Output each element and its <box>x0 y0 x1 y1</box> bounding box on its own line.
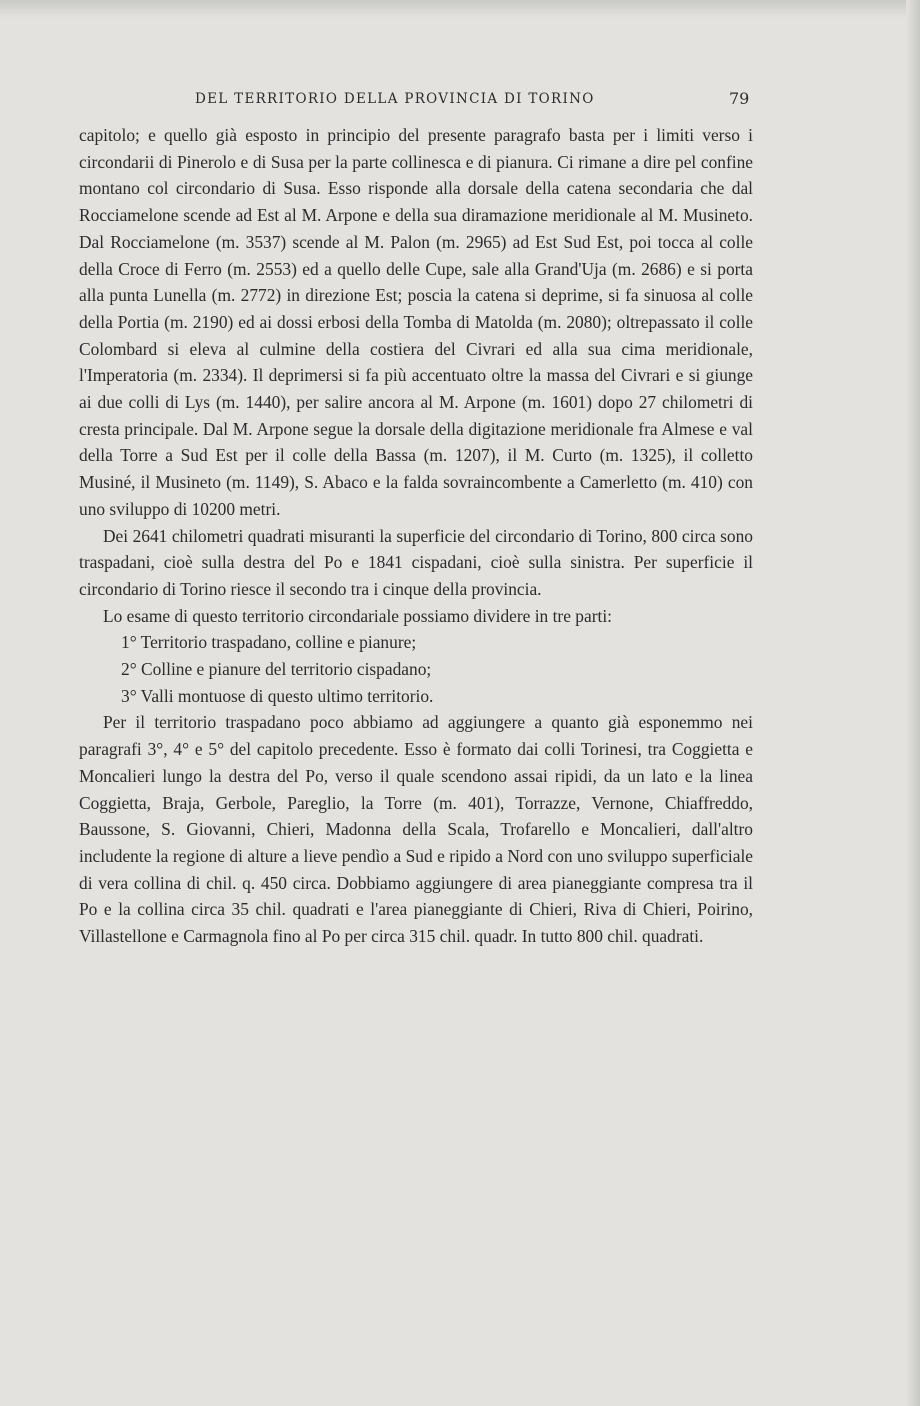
body-text <box>79 122 753 950</box>
list-item-3: 3° Valli montuose di questo ultimo territorio. <box>121 685 434 706</box>
running-head <box>0 91 920 113</box>
paragraph-3: Lo esame di questo territorio circondariale possiamo dividere in tre parti: <box>103 605 612 626</box>
list-item-2: 2° Colline e pianure del territorio cispadano; <box>121 659 432 680</box>
list-item-1: 1° Territorio traspadano, colline e pianure; <box>121 632 417 653</box>
paragraph-4: Per il territorio traspadano poco abbiamo ad aggiungere a quanto già esponemmo nei paragrafi 3°, 4° e 5° del capitolo precedente. Esso è formato dai colli Torinesi, tra Coggietta e Moncalieri lungo la destra del Po, verso il quale scendono assai ripidi, da un lato e la linea Coggietta, Braja, Gerbole, Pareglio, la Torre (m. 401), Torrazze, Vernone, Chiaffreddo, Baussone, S. Giovanni, Chieri, Madonna della Scala, Trofarello e Moncalieri, dall'altro includente la regione di alture a lieve pendìo a Sud e ripido a Nord con uno sviluppo superficiale di vera collina di chil. q. 450 circa. Dobbiamo aggiungere di area pianeggiante compresa tra il Po e la collina circa 35 chil. quadrati e l'area pianeggiante di Chieri, Riva di Chieri, Poirino, Villastellone e Carmagnola fino al Po per circa 315 chil. quadr. In tutto 800 chil. quadrati. <box>79 712 753 947</box>
page-number: 79 <box>729 89 750 108</box>
scan-edge-right <box>906 0 920 1406</box>
paragraph-2: Dei 2641 chilometri quadrati misuranti la superficie del circondario di Torino, 800 circa sono traspadani, cioè sulla destra del Po e 1841 cispadani, cioè sulla sinistra. Per superficie il circondario di Torino riesce il secondo tra i cinque della provincia. <box>79 525 753 599</box>
running-title: DEL TERRITORIO DELLA PROVINCIA DI TORINO <box>195 91 595 107</box>
scan-edge-top <box>0 0 920 18</box>
paragraph-1: capitolo; e quello già esposto in principio del presente paragrafo basta per i limiti verso i circondarii di Pinerolo e di Susa per la parte collinesca e di pianura. Ci rimane a dire pel confine montano col circondario di Susa. Esso risponde alla dorsale della catena secondaria che dal Rocciamelone scende ad Est al M. Arpone e della sua diramazione meridionale al M. Musineto. Dal Rocciamelone (m. 3537) scende al M. Palon (m. 2965) ad Est Sud Est, poi tocca al colle della Croce di Ferro (m. 2553) ed a quello delle Cupe, sale alla Grand'Uja (m. 2686) e si porta alla punta Lunella (m. 2772) in direzione Est; poscia la catena si deprime, si fa sinuosa al colle della Portia (m. 2190) ed ai dossi erbosi della Tomba di Matolda (m. 2080); oltrepassato il colle Colombard si eleva al culmine della costiera del Civrari ed alla sua cima meridionale, l'Imperatoria (m. 2334). Il deprimersi si fa più accentuato oltre la massa del Civrari e si giunge ai due colli di Lys (m. 1440), per salire ancora al M. Arpone (m. 1601) dopo 27 chilometri di cresta principale. Dal M. Arpone segue la dorsale della digitazione meridionale fra Almese e val della Torre a Sud Est per il colle della Bassa (m. 1207), il M. Curto (m. 1325), il colletto Musiné, il Musineto (m. 1149), S. Abaco e la falda sovraincombente a Camerletto (m. 410) con uno sviluppo di 10200 metri. <box>79 125 753 519</box>
